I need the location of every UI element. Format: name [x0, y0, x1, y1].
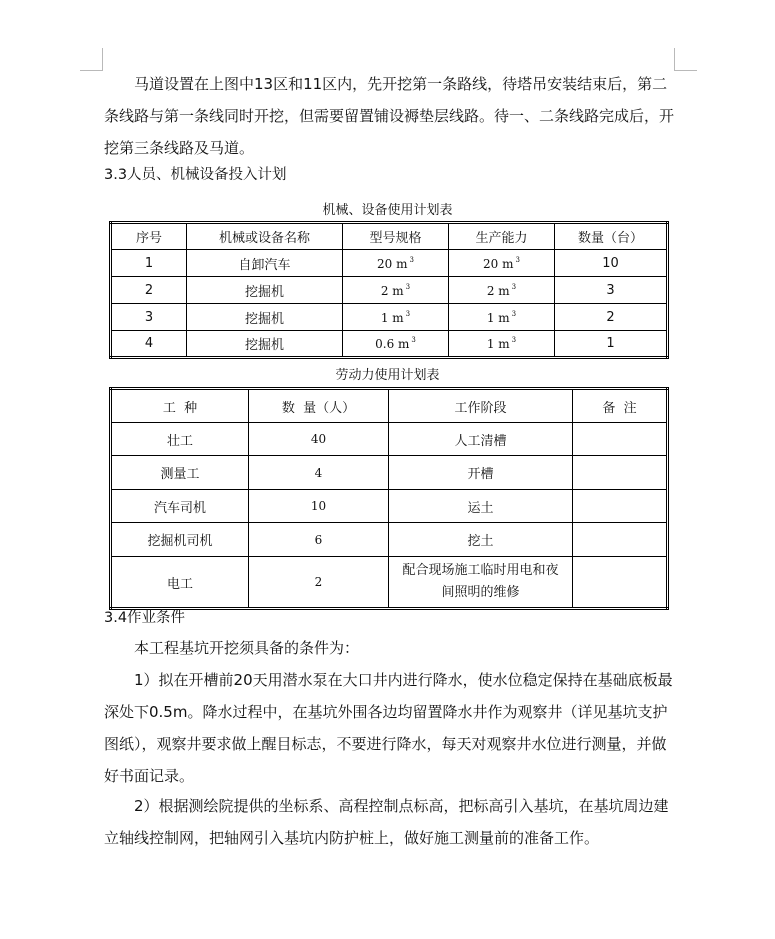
equipment-header-no: 序号 — [111, 223, 187, 250]
labor-count: 2 — [249, 557, 389, 609]
capacity-superscript: 3 — [511, 336, 517, 344]
page-corner-mark-left — [80, 48, 103, 71]
labor-header-type: 工 种 — [111, 389, 249, 423]
capacity-value: 2 m — [486, 283, 510, 298]
equipment-no: 3 — [111, 304, 187, 331]
labor-type: 汽车司机 — [111, 490, 249, 523]
capacity-superscript: 3 — [511, 309, 517, 318]
table-row — [111, 456, 668, 490]
capacity-superscript: 3 — [515, 255, 520, 264]
equipment-no: 1 — [111, 250, 187, 277]
labor-table-caption: 劳动力使用计划表 — [335, 368, 440, 383]
spec-value: 0.6 m — [375, 337, 410, 351]
table-row — [111, 557, 668, 609]
labor-header-note: 备 注 — [573, 389, 668, 423]
equipment-header-spec: 型号规格 — [343, 223, 449, 250]
equipment-capacity — [449, 250, 555, 277]
condition-2-paragraph: 2）根据测绘院提供的坐标系、高程控制点标高，把标高引入基坑，在基坑周边建立轴线控制网，把轴网引入基坑内防护桩上，做好施工测量前的准备工作。 — [104, 797, 669, 847]
equipment-header-name: 机械或设备名称 — [187, 223, 343, 250]
equipment-no: 2 — [111, 277, 187, 304]
labor-table — [109, 387, 669, 610]
table-row — [111, 331, 668, 358]
equipment-header-capacity: 生产能力 — [449, 223, 555, 250]
equipment-no: 4 — [111, 331, 187, 358]
table-row — [111, 423, 668, 456]
labor-stage — [389, 557, 573, 609]
spec-value: 2 m — [380, 283, 404, 298]
equipment-header-qty: 数量（台） — [555, 223, 668, 250]
capacity-value: 1 m — [486, 337, 510, 351]
equipment-qty: 1 — [555, 331, 668, 358]
equipment-capacity — [449, 331, 555, 358]
section-3-4-heading: 3.4作业条件 — [104, 610, 186, 626]
equipment-name: 挖掘机 — [187, 277, 343, 304]
labor-note — [573, 523, 668, 557]
labor-header-count: 数 量（人） — [249, 389, 389, 423]
spec-superscript: 3 — [405, 309, 411, 318]
labor-count: 10 — [249, 490, 389, 523]
labor-note — [573, 423, 668, 456]
equipment-capacity — [449, 277, 555, 304]
labor-type: 测量工 — [111, 456, 249, 490]
table-row — [111, 304, 668, 331]
labor-count: 6 — [249, 523, 389, 557]
capacity-value: 20 m — [483, 256, 514, 271]
capacity-superscript: 3 — [511, 282, 517, 291]
conditions-intro: 本工程基坑开挖须具备的条件为： — [134, 639, 360, 657]
table-row — [111, 490, 668, 523]
spec-value: 1 m — [380, 310, 404, 325]
table-row — [111, 277, 668, 304]
labor-stage-line-1: 配合现场施工临时用电和夜 — [402, 563, 559, 578]
spec-superscript: 3 — [411, 336, 416, 344]
equipment-spec — [343, 277, 449, 304]
labor-type: 电工 — [111, 557, 249, 609]
intro-paragraph: 马道设置在上图中13区和11区内，先开挖第一条路线，待塔吊安装结束后，第二条线路与第一条线同时开挖，但需要留置铺设褥垫层线路。待一、二条线路完成后，开挖第三条线路及马道。 — [104, 75, 675, 157]
labor-stage: 人工清槽 — [389, 423, 573, 456]
section-3-3-heading: 3.3人员、机械设备投入计划 — [104, 167, 287, 183]
labor-stage: 开槽 — [389, 456, 573, 490]
equipment-name: 挖掘机 — [187, 331, 343, 358]
labor-type: 壮工 — [111, 423, 249, 456]
equipment-spec — [343, 304, 449, 331]
equipment-name: 自卸汽车 — [187, 250, 343, 277]
equipment-table-caption: 机械、设备使用计划表 — [322, 203, 453, 218]
condition-1-paragraph: 1）拟在开槽前20天用潜水泵在大口井内进行降水，使水位稳定保持在基础底板最深处下0.5m。降水过程中，在基坑外围各边均留置降水井作为观察井（详见基坑支护图纸），观察井要求做上醒目标志，不要进行降水，每天对观察井水位进行测量，并做好书面记录。 — [104, 671, 673, 785]
spec-superscript: 3 — [405, 282, 411, 291]
labor-stage: 挖土 — [389, 523, 573, 557]
spec-value: 20 m — [377, 256, 408, 271]
labor-note — [573, 456, 668, 490]
equipment-qty: 3 — [555, 277, 668, 304]
labor-stage: 运土 — [389, 490, 573, 523]
labor-stage-line-2: 间照明的维修 — [441, 585, 520, 600]
equipment-table-header-row — [111, 223, 668, 250]
equipment-qty: 2 — [555, 304, 668, 331]
equipment-capacity — [449, 304, 555, 331]
equipment-qty: 10 — [555, 250, 668, 277]
table-row — [111, 250, 668, 277]
labor-count: 4 — [249, 456, 389, 490]
labor-table-header-row — [111, 389, 668, 423]
equipment-spec — [343, 331, 449, 358]
equipment-spec — [343, 250, 449, 277]
equipment-name: 挖掘机 — [187, 304, 343, 331]
labor-note — [573, 490, 668, 523]
spec-superscript: 3 — [409, 255, 414, 264]
table-row — [111, 523, 668, 557]
equipment-table — [109, 221, 669, 359]
labor-header-stage: 工作阶段 — [389, 389, 573, 423]
capacity-value: 1 m — [486, 310, 510, 325]
labor-count: 40 — [249, 423, 389, 456]
labor-note — [573, 557, 668, 609]
labor-type: 挖掘机司机 — [111, 523, 249, 557]
